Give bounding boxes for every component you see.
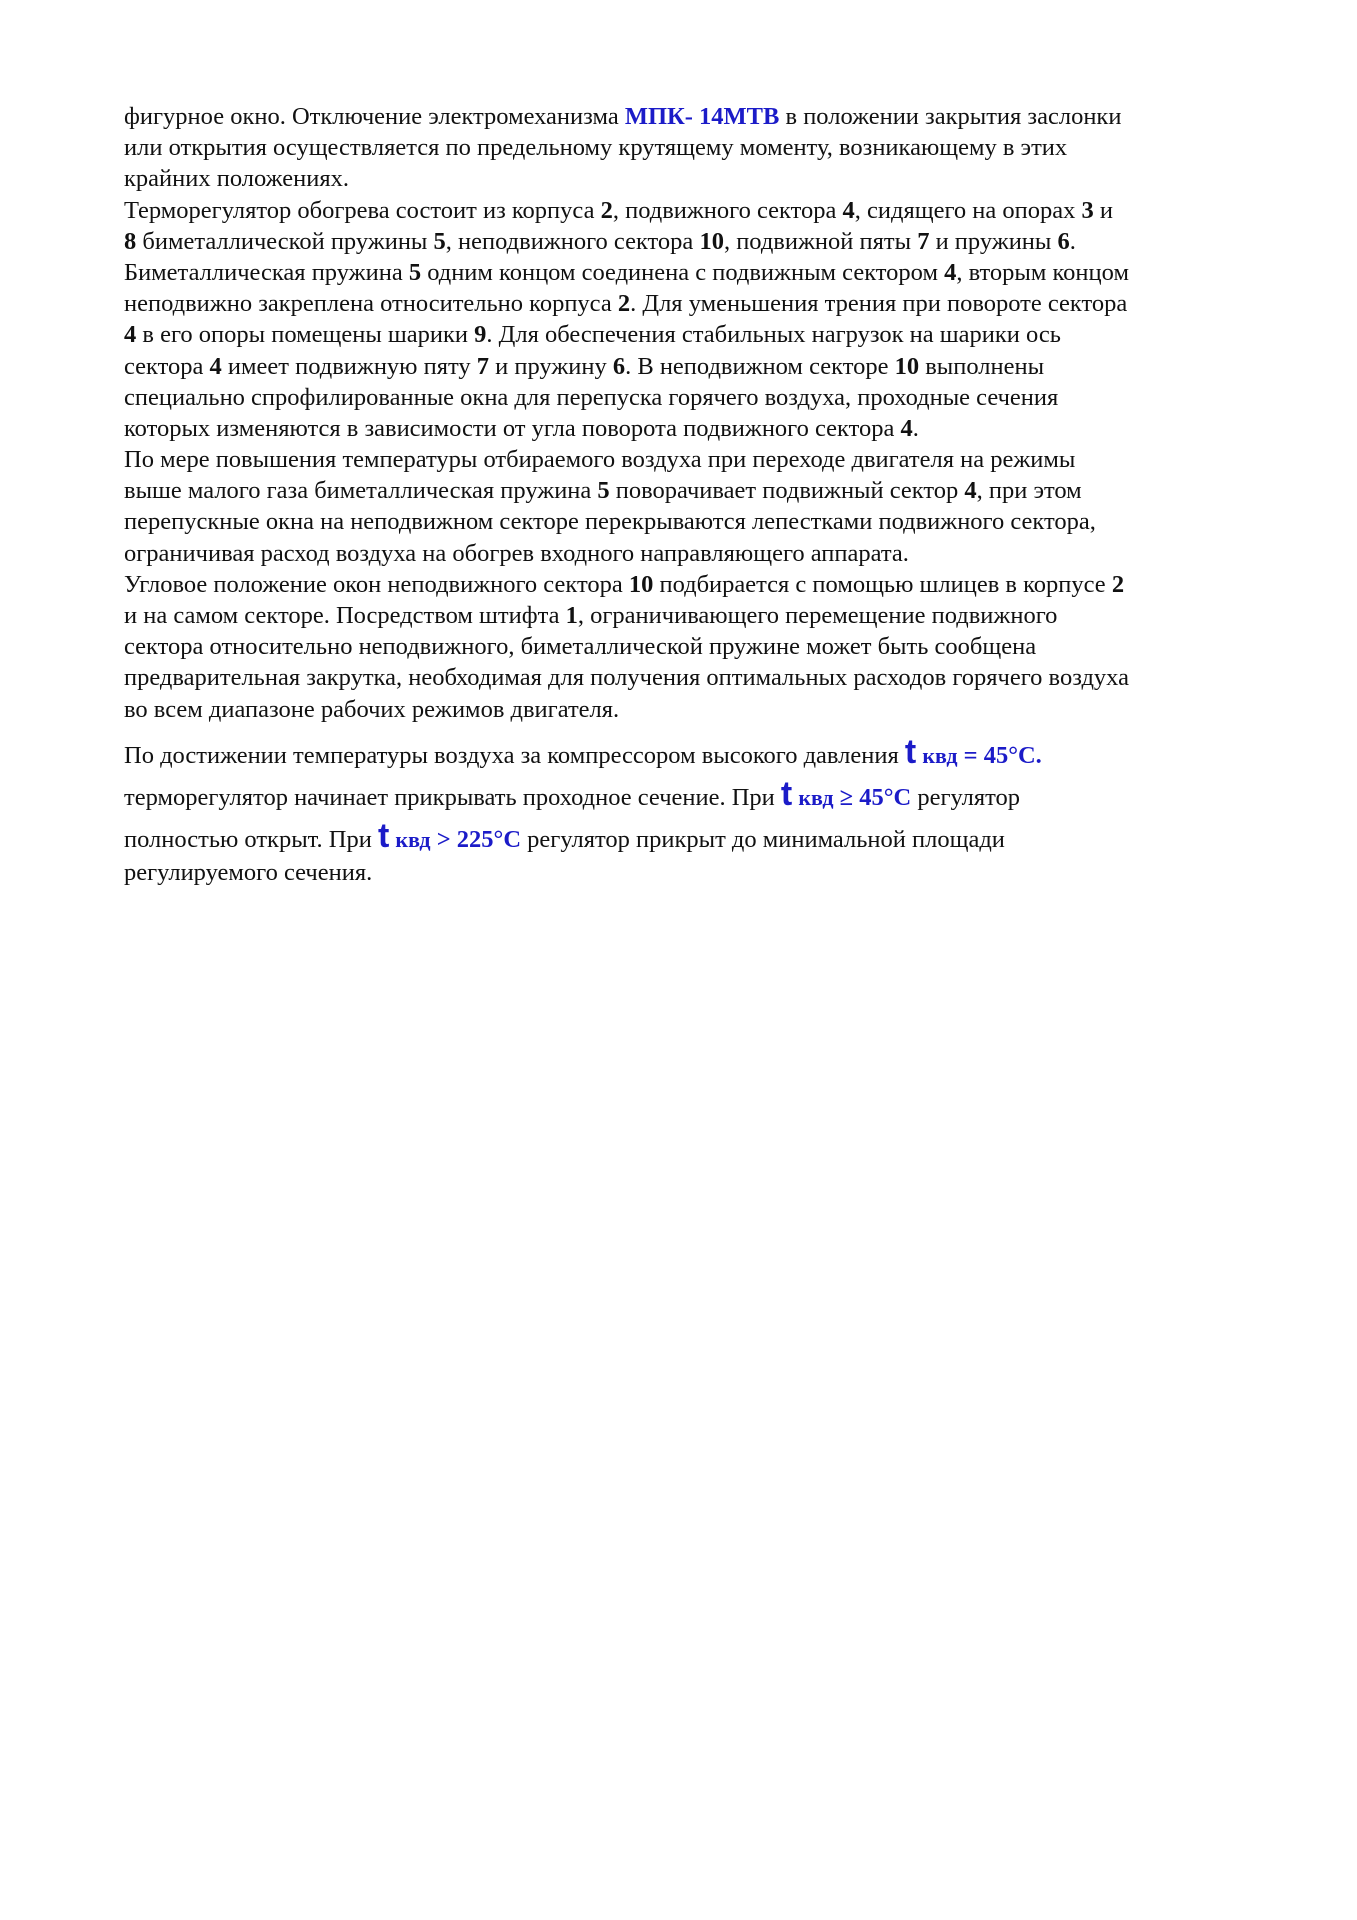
- text-line: регулируемого сечения.: [124, 858, 373, 886]
- text-span: Угловое положение окон неподвижного сектора: [124, 570, 629, 598]
- part-number: 1: [565, 602, 578, 629]
- text-span: фигурное окно. Отключение электромеханизма: [124, 103, 625, 130]
- text-line: [124, 815, 1274, 857]
- part-number: 2: [617, 290, 631, 318]
- part-number: 3: [1081, 196, 1094, 224]
- text-span: поворачивает подвижный сектор: [609, 477, 965, 505]
- text-span: . В неподвижном секторе: [625, 352, 895, 380]
- text-span: полностью открыт. При: [124, 825, 378, 853]
- part-number: 4: [124, 321, 137, 349]
- temperature-subscript: квд: [395, 826, 431, 852]
- text-line: или открытия осуществляется по предельному крутящему моменту, возникающему в этих: [124, 134, 1068, 162]
- text-span: терморегулятор начинает прикрывать проходное сечение. При: [124, 783, 781, 811]
- text-line: [124, 226, 1274, 257]
- text-span: которых изменяются в зависимости от угла поворота подвижного сектора: [124, 414, 901, 442]
- text-span: и пружины: [929, 227, 1058, 255]
- part-number: 4: [900, 414, 913, 442]
- text-span: , сидящего на опорах: [854, 196, 1082, 224]
- temperature-condition: ≥ 45°C: [833, 783, 912, 811]
- text-span: в положении закрытия заслонки: [779, 103, 1122, 130]
- text-line: [124, 288, 1274, 319]
- paragraph-angular-position: [124, 569, 1274, 725]
- text-span: , при этом: [976, 477, 1082, 505]
- paragraph-thermoregulator-structure: [124, 195, 1274, 445]
- text-line: [124, 569, 1274, 600]
- paragraph-electromechanism: [124, 101, 1274, 195]
- text-span: подбирается с помощью шлицев в корпусе: [653, 570, 1112, 598]
- temperature-symbol: t: [904, 732, 917, 771]
- text-line: [124, 351, 1274, 382]
- text-line: [124, 319, 1274, 350]
- text-line: [124, 731, 1274, 773]
- text-span: Терморегулятор обогрева состоит из корпуса: [124, 196, 601, 224]
- temperature-condition: > 225°C: [430, 825, 522, 853]
- text-span: , вторым концом: [956, 258, 1129, 286]
- text-span: и: [1093, 196, 1113, 224]
- part-number: 7: [917, 227, 930, 255]
- text-span: . Для уменьшения трения при повороте сектора: [630, 290, 1128, 318]
- part-number: 5: [433, 227, 446, 255]
- paragraph-temperature-rise: [124, 444, 1274, 569]
- text-line: крайних положениях.: [124, 165, 349, 193]
- part-number: 10: [894, 352, 920, 380]
- text-span: , неподвижного сектора: [445, 227, 700, 255]
- text-span: биметаллической пружины: [136, 227, 434, 255]
- text-line: [124, 195, 1274, 226]
- text-line: специально спрофилированные окна для перепуска горячего воздуха, проходные сечения: [124, 383, 1059, 411]
- text-line: По мере повышения температуры отбираемого воздуха при переходе двигателя на режимы: [124, 446, 1076, 474]
- text-line: предварительная закрутка, необходимая для получения оптимальных расходов горячего воздуха: [124, 664, 1129, 692]
- text-span: одним концом соединена с подвижным сектором: [421, 258, 945, 286]
- part-number: 4: [209, 352, 222, 380]
- part-number: 9: [474, 321, 487, 349]
- text-line: [124, 475, 1274, 506]
- temperature-symbol: t: [780, 774, 793, 813]
- part-number: 2: [600, 196, 613, 224]
- text-span: , подвижного сектора: [612, 196, 843, 224]
- part-number: 10: [699, 227, 724, 255]
- part-number: 10: [628, 570, 654, 598]
- text-span: . Для обеспечения стабильных нагрузок на шарики ось: [486, 321, 1061, 349]
- part-number: 6: [612, 352, 626, 380]
- text-line: сектора относительно неподвижного, биметаллической пружине может быть сообщена: [124, 633, 1037, 661]
- text-span: сектора: [124, 352, 210, 380]
- model-designation: МПК- 14МТВ: [624, 103, 780, 130]
- text-line: [124, 101, 1274, 132]
- part-number: 2: [1111, 570, 1125, 598]
- part-number: 4: [964, 477, 977, 505]
- text-span: .: [912, 414, 919, 442]
- temperature-symbol: t: [377, 816, 390, 855]
- part-number: 6: [1057, 227, 1070, 255]
- temperature-subscript: квд: [798, 784, 834, 810]
- part-number: 5: [597, 477, 610, 505]
- text-line: [124, 257, 1274, 288]
- text-span: и на самом секторе. Посредством штифта: [124, 602, 566, 629]
- text-span: имеет подвижную пяту: [221, 352, 477, 380]
- temperature-subscript: квд: [922, 742, 958, 768]
- text-span: выше малого газа биметаллическая пружина: [124, 477, 598, 505]
- text-span: выполнены: [919, 352, 1045, 380]
- text-line: во всем диапазоне рабочих режимов двигателя.: [124, 695, 620, 723]
- document-page: [124, 101, 1274, 888]
- part-number: 8: [124, 227, 137, 255]
- text-line: ограничивая расход воздуха на обогрев входного направляющего аппарата.: [124, 539, 909, 567]
- text-span: и пружину: [489, 352, 613, 380]
- text-span: По достижении температуры воздуха за компрессором высокого давления: [124, 741, 905, 769]
- text-span: , подвижной пяты: [723, 227, 918, 255]
- text-line: [124, 773, 1274, 815]
- text-span: в его опоры помещены шарики: [136, 321, 475, 349]
- part-number: 4: [842, 196, 855, 224]
- paragraph-temperature-conditions: [124, 731, 1274, 888]
- text-span: неподвижно закреплена относительно корпуса: [124, 290, 618, 318]
- part-number: 4: [944, 258, 957, 286]
- text-span: , ограничивающего перемещение подвижного: [577, 602, 1058, 629]
- text-span: .: [1069, 227, 1076, 255]
- text-line: перепускные окна на неподвижном секторе перекрываются лепестками подвижного сектора,: [124, 508, 1096, 536]
- text-line: [124, 413, 1274, 444]
- text-span: регулятор: [911, 783, 1021, 811]
- temperature-condition: = 45°C.: [957, 741, 1042, 769]
- text-span: регулятор прикрыт до минимальной площади: [521, 825, 1005, 853]
- part-number: 7: [476, 352, 489, 380]
- text-span: Биметаллическая пружина: [124, 258, 409, 286]
- text-line: [124, 600, 1274, 631]
- part-number: 5: [408, 258, 422, 286]
